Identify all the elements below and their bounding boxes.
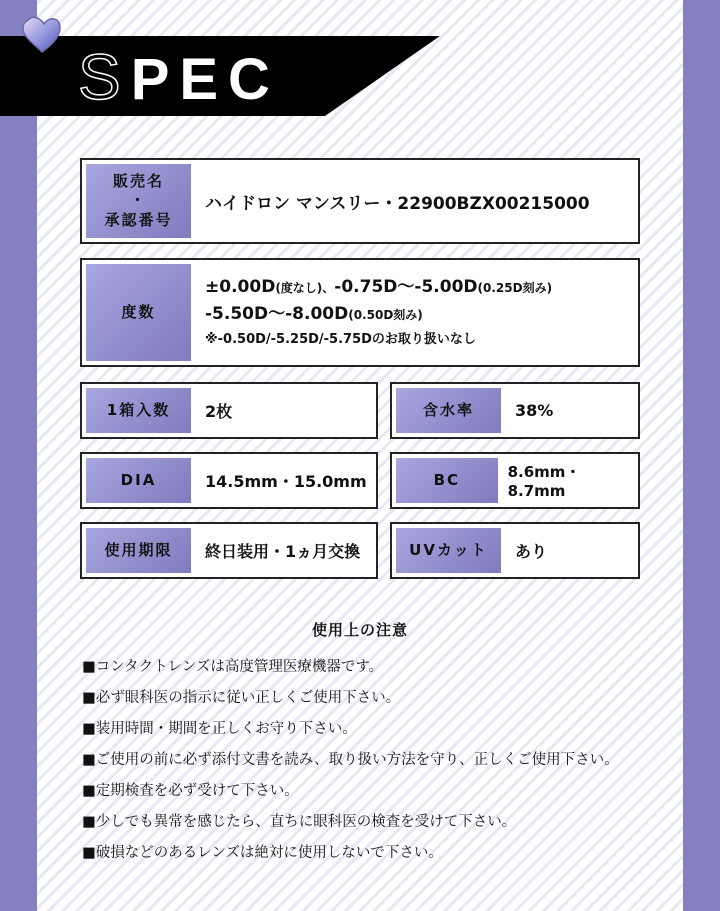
right-side-bar [683,0,720,911]
spec-row-water [390,382,640,439]
caution-item: ■ご使用の前に必ず添付文書を読み、取り扱い方法を守り、正しくご使用下さい。 [82,752,619,768]
spec-value: 38% [515,401,554,420]
spec-label: 1箱入数 [86,388,191,433]
spec-label: BC [396,458,498,503]
spec-label: UVカット [396,528,501,573]
caution-item: ■少しでも異常を感じたら、直ちに眼科医の検査を受けて下さい。 [82,814,517,830]
spec-row-name [80,158,640,244]
spec-label: DIA [86,458,191,503]
spec-label: 販売名 ・ 承認番号 [86,164,191,238]
spec-value: ±0.00D(度なし)、-0.75D〜-5.00D(0.25D刻み) -5.50D〜-8.00D(0.50D刻み) ※-0.50D/-5.25D/-5.75Dのお取り扱いなし [205,276,553,347]
spec-label: 使用期限 [86,528,191,573]
spec-row-uv [390,522,640,579]
spec-row-period [80,522,378,579]
caution-item: ■定期検査を必ず受けて下さい。 [82,783,299,799]
page-title: SPEC [78,41,280,113]
spec-row-power [80,258,640,367]
spec-row-dia [80,452,378,509]
caution-list [82,657,619,874]
caution-item: ■破損などのあるレンズは絶対に使用しないで下さい。 [82,845,443,861]
spec-value: 8.6mm・8.7mm [507,463,581,500]
caution-item: ■必ず眼科医の指示に従い正しくご使用下さい。 [82,690,401,706]
spec-value: あり [515,542,548,561]
spec-label: 度数 [86,264,191,361]
spec-row-count [80,382,378,439]
spec-label: 含水率 [396,388,501,433]
caution-title: 使用上の注意 [311,621,408,639]
caution-item: ■装用時間・期間を正しくお守り下さい。 [82,721,357,737]
left-side-bar [0,0,37,911]
spec-value: 終日装用・1ヵ月交換 [205,542,361,561]
spec-value: ハイドロン マンスリー・22900BZX00215000 [205,193,590,214]
spec-value: 2枚 [205,402,233,421]
spec-row-bc [390,452,640,509]
caution-item: ■コンタクトレンズは高度管理医療機器です。 [82,659,384,675]
heart-icon [20,14,64,54]
spec-value: 14.5mm・15.0mm [205,472,367,491]
